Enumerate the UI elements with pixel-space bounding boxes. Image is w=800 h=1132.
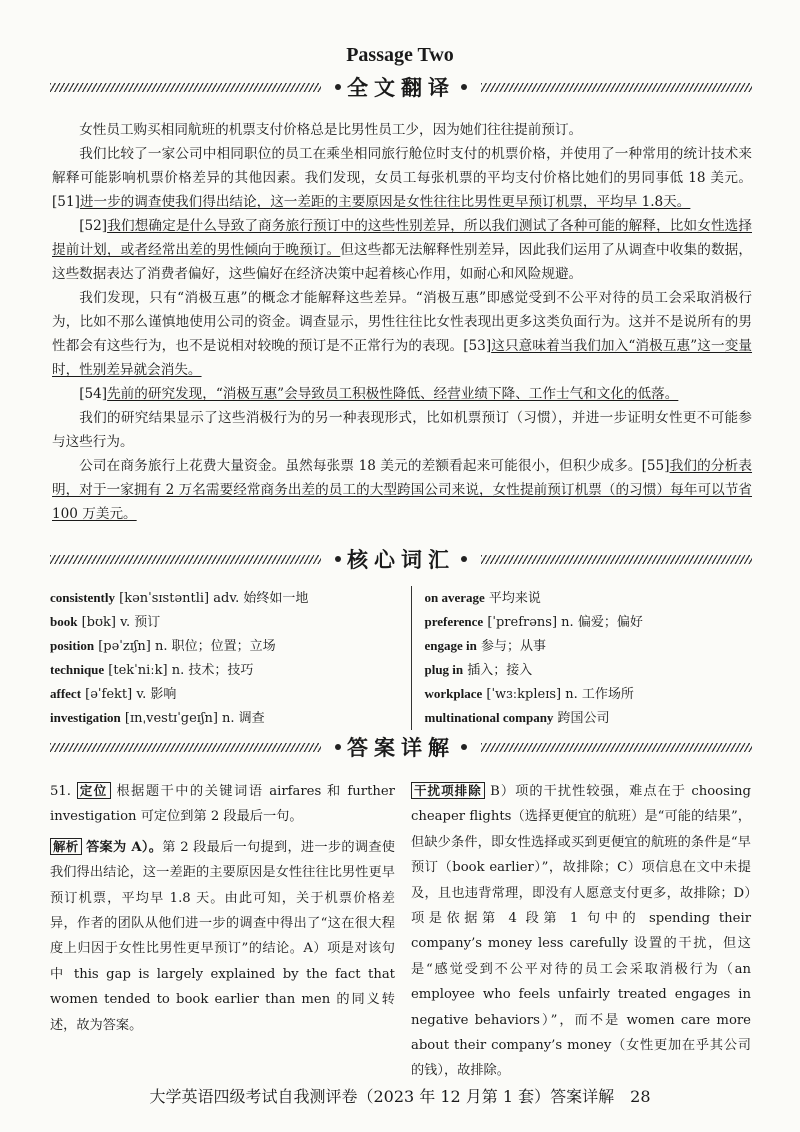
paragraph: 我们比较了一家公司中相同职位的员工在乘坐相同旅行舱位时支付的机票价格，并使用了一种常用的统计技术来解释可能影响机票价格差异的其他因素。我们发现，女员工每张机票的平均支付价格比她们的男同事低 18 美元。[51]进一步的调查使我们得出结论，这一差距的主要原因是女性往往比男性更早预订机票，平均早 1.8天。 [52, 146, 752, 210]
section-title: 核心词汇 [347, 548, 455, 572]
bullet-icon [461, 556, 467, 562]
tag-distractor: 干扰项排除 [411, 782, 485, 799]
vocab-item: plug in 插入；接入 [424, 662, 533, 678]
answer-column-right [411, 778, 751, 1084]
vocab-item: position [pəˈzɪʃn] n. 职位；位置；立场 [50, 638, 276, 654]
paragraph: [52]我们想确定是什么导致了商务旅行预订中的这些性别差异，所以我们测试了各种可能的解释，比如女性选择提前计划，或者经常出差的男性倾向于晚预订。但这些都无法解释性别差异，因此我们运用了从调查中收集的数据，这些数据表达了消费者偏好，这些偏好在经济决策中起着核心作用，如耐心和风险规避。 [52, 218, 753, 282]
paragraph: 我们的研究结果显示了这些消极行为的另一种表现形式，比如机票预订（习惯），并进一步证明女性更不可能参与这些行为。 [52, 410, 752, 450]
vocab-item: on average 平均来说 [424, 590, 541, 606]
hatch-divider [481, 743, 752, 752]
hatch-divider [50, 83, 321, 92]
vocab-item: investigation [ɪnˌvestɪˈgeɪʃn] n. 调查 [50, 710, 265, 726]
vocab-item: preference [ˈprefrəns] n. 偏爱；偏好 [424, 614, 643, 630]
answer-column-left [50, 778, 395, 1084]
underlined-sentence-51: 进一步的调查使我们得出结论，这一差距的主要原因是女性往往比男性更早预订机票，平均早 1.8天。 [79, 194, 691, 210]
vocab-item: technique [tekˈniːk] n. 技术；技巧 [50, 662, 254, 678]
vocab-item: consistently [kənˈsɪstəntli] adv. 始终如一地 [50, 590, 309, 606]
section-header-vocab [50, 544, 752, 574]
bullet-icon [461, 84, 467, 90]
section-header-answers [50, 732, 752, 762]
vocab-item: engage in 参与；从事 [424, 638, 546, 654]
analysis-note: 解析 答案为 A）。第 2 段最后一句提到，进一步的调查使我们得出结论，这一差距的主要原因是女性往往比男性更早预订机票，平均早 1.8 天。由此可知，关于机票价格差异，作者的团队从他们进一步的调查中得出了“这在很大程度上归因于女性比男性更早预订”的结论。A）项是对该句中 this gap is largely explained by the fact that women tended to book earlier than men 的同义转述，故为答案。 [50, 838, 395, 1033]
vocab-item: workplace [ˈwɜːkpleɪs] n. 工作场所 [424, 686, 634, 702]
underlined-sentence-53: 这只意味着当我们加入“消极互惠”这一变量时，性别差异就会消失。 [52, 338, 753, 378]
hatch-divider [481, 83, 752, 92]
bullet-icon [461, 744, 467, 750]
underlined-sentence-52: 我们想确定是什么导致了商务旅行预订中的这些性别差异，所以我们测试了各种可能的解释，比如女性选择提前计划，或者经常出差的男性倾向于晚预订。 [52, 218, 752, 258]
distractor-note: 干扰项排除 B）项的干扰性较强，难点在于 choosing cheaper flights（选择更便宜的航班）是“可能的结果”，但缺少条件，即女性选择或买到更便宜的航班的条件是“早预订（book earlier）”，故排除；C）项信息在文中未提及，且也违背常理，即没有人愿意支付更多，故排除；D）项是依据第 4 段第 1 句中的 spending their company’s money less carefully 设置的干扰，但这是“感觉受到不公平对待的员工会采取消极行为（an employee who feels unfairly treated engages in negative behaviors）”，而不是 women care more about their company’s money（女性更加在乎其公司的钱），故排除。 [411, 783, 751, 1079]
tag-analysis: 解析 [50, 838, 82, 855]
hatch-divider [481, 555, 752, 564]
section-header-translation [50, 72, 752, 102]
vocab-list [50, 586, 752, 730]
paragraph: 公司在商务旅行上花费大量资金。虽然每张票 18 美元的差额看起来可能很小，但积少成多。[55]我们的分析表明，对于一家拥有 2 万名需要经常商务出差的员工的大型跨国公司来说，女性提前预订机票（的习惯）每年可以节省 100 万美元。 [52, 458, 753, 522]
passage-title: Passage Two [346, 44, 454, 66]
answer-explanation [50, 778, 752, 1084]
vocab-item: book [bʊk] v. 预订 [50, 614, 161, 630]
translation-body [52, 118, 752, 526]
vocab-column-right [411, 586, 752, 730]
underlined-sentence-55: 我们的分析表明，对于一家拥有 2 万名需要经常商务出差的员工的大型跨国公司来说，女性提前预订机票（的习惯）每年可以节省 100 万美元。 [52, 458, 753, 522]
bullet-icon [335, 84, 341, 90]
question-number: 51. [50, 784, 71, 799]
page-footer: 大学英语四级考试自我测评卷（2023 年 12 月第 1 套）答案详解 28 [149, 1087, 651, 1106]
paragraph: 我们发现，只有“消极互惠”的概念才能解释这些差异。“消极互惠”即感觉受到不公平对待的员工会采取消极行为，比如不那么谨慎地使用公司的资金。调查显示，男性往往比女性表现出更多这类负面行为。这并不是说所有的男性都会有这些行为，也不是说相对较晚的预订是不正常行为的表现。[53]这只意味着当我们加入“消极互惠”这一变量时，性别差异就会消失。 [52, 290, 753, 378]
paragraph: 女性员工购买相同航班的机票支付价格总是比男性员工少，因为她们往往提前预订。 [79, 122, 583, 138]
hatch-divider [50, 743, 321, 752]
vocab-item: affect [əˈfekt] v. 影响 [50, 686, 177, 702]
bullet-icon [335, 744, 341, 750]
tag-locate: 定位 [77, 782, 111, 799]
underlined-sentence-54: 先前的研究发现，“消极互惠”会导致员工积极性降低、经营业绩下降、工作士气和文化的低落。 [107, 386, 679, 402]
hatch-divider [50, 555, 321, 564]
vocab-item: multinational company 跨国公司 [424, 710, 610, 726]
vocab-column-left [50, 586, 411, 730]
bullet-icon [335, 556, 341, 562]
section-title: 答案详解 [347, 736, 455, 760]
section-title: 全文翻译 [347, 76, 455, 100]
locate-note: 51. 定位 根据题干中的关键词语 airfares 和 further investigation 可定位到第 2 段最后一句。 [50, 783, 395, 825]
paragraph: [54]先前的研究发现，“消极互惠”会导致员工积极性降低、经营业绩下降、工作士气和文化的低落。 [79, 386, 679, 402]
